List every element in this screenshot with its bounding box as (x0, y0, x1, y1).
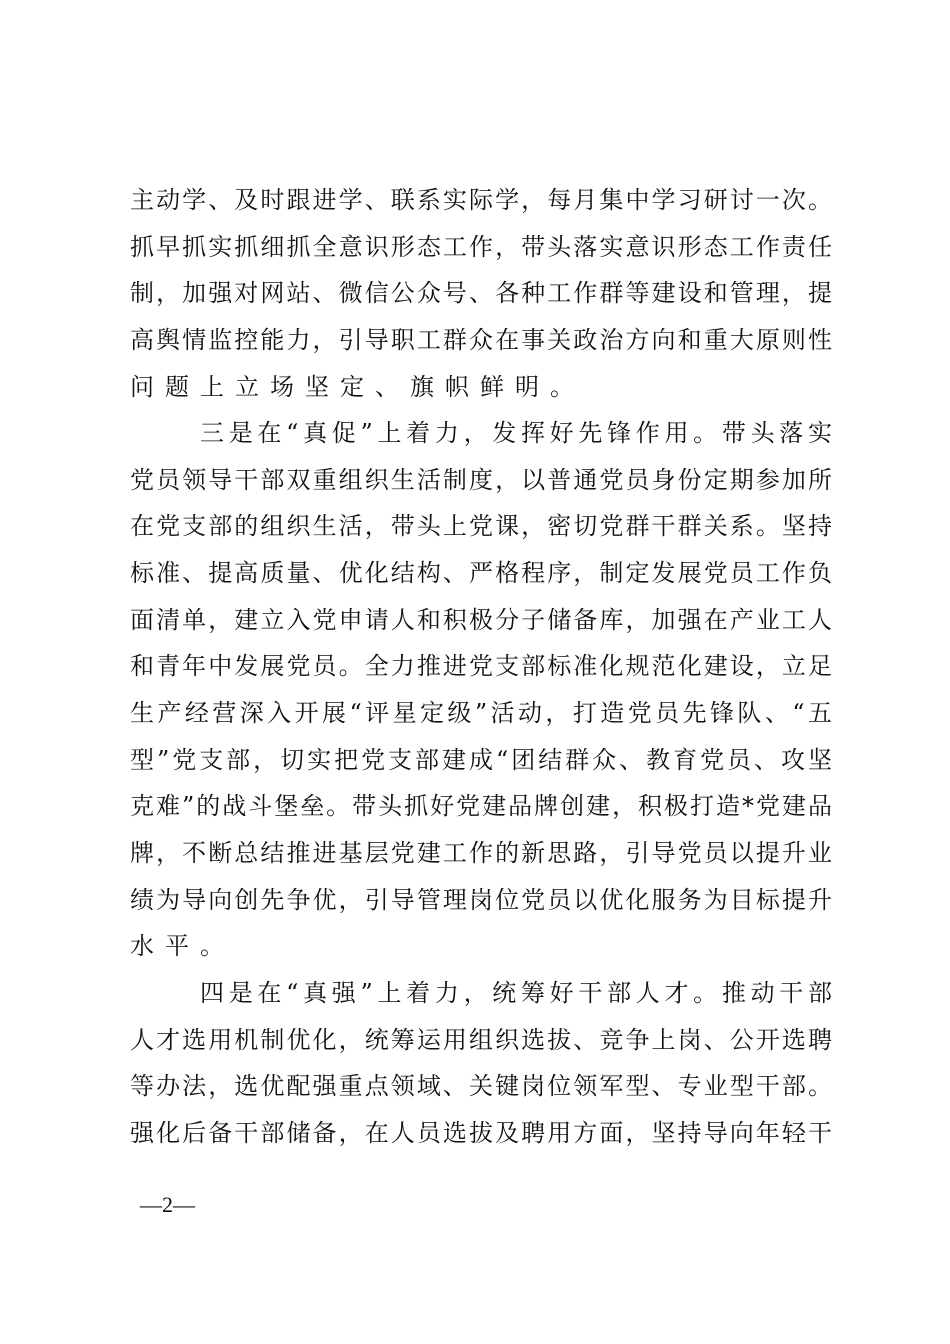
text-line: 面清单，建立入党申请人和积极分子储备库，加强在产业工人 (130, 605, 832, 634)
text-line: 标准、提高质量、优化结构、严格程序，制定发展党员工作负 (130, 559, 832, 588)
text-line: 牌，不断总结推进基层党建工作的新思路，引导党员以提升业 (130, 838, 832, 867)
text-line: 抓早抓实抓细抓全意识形态工作，带头落实意识形态工作责任 (130, 232, 832, 261)
page-number: —2— (140, 1192, 195, 1217)
text-line: 人才选用机制优化，统筹运用组织选拔、竞争上岗、公开选聘 (130, 1025, 832, 1054)
document-body (130, 177, 832, 1156)
text-line: 党员领导干部双重组织生活制度，以普通党员身份定期参加所 (130, 465, 832, 494)
text-line: 问题上立场坚定、旗帜鲜明。 (130, 372, 585, 401)
text-line: 克难”的战斗堡垒。带头抓好党建品牌创建，积极打造*党建品 (130, 792, 832, 821)
text-line: 生产经营深入开展“评星定级”活动，打造党员先锋队、“五 (130, 699, 832, 728)
text-line: 强化后备干部储备，在人员选拔及聘用方面，坚持导向年轻干 (130, 1118, 832, 1147)
text-line: 高舆情监控能力，引导职工群众在事关政治方向和重大原则性 (130, 325, 832, 354)
text-line: 制，加强对网站、微信公众号、各种工作群等建设和管理，提 (130, 279, 832, 308)
text-line: 型”党支部，切实把党支部建成“团结群众、教育党员、攻坚 (130, 745, 832, 774)
paragraph-heading-line: 三是在“真促”上着力，发挥好先锋作用。带头落实 (200, 419, 832, 448)
text-line: 等办法，选优配强重点领域、关键岗位领军型、专业型干部。 (130, 1072, 832, 1101)
text-line: 水平。 (130, 932, 235, 961)
paragraph-heading-line: 四是在“真强”上着力，统筹好干部人才。推动干部 (200, 978, 832, 1007)
text-line: 主动学、及时跟进学、联系实际学，每月集中学习研讨一次。 (130, 186, 832, 214)
text-line: 在党支部的组织生活，带头上党课，密切党群干群关系。坚持 (130, 512, 832, 541)
text-line: 和青年中发展党员。全力推进党支部标准化规范化建设，立足 (130, 652, 832, 681)
text-line: 绩为导向创先争优，引导管理岗位党员以优化服务为目标提升 (130, 885, 832, 914)
